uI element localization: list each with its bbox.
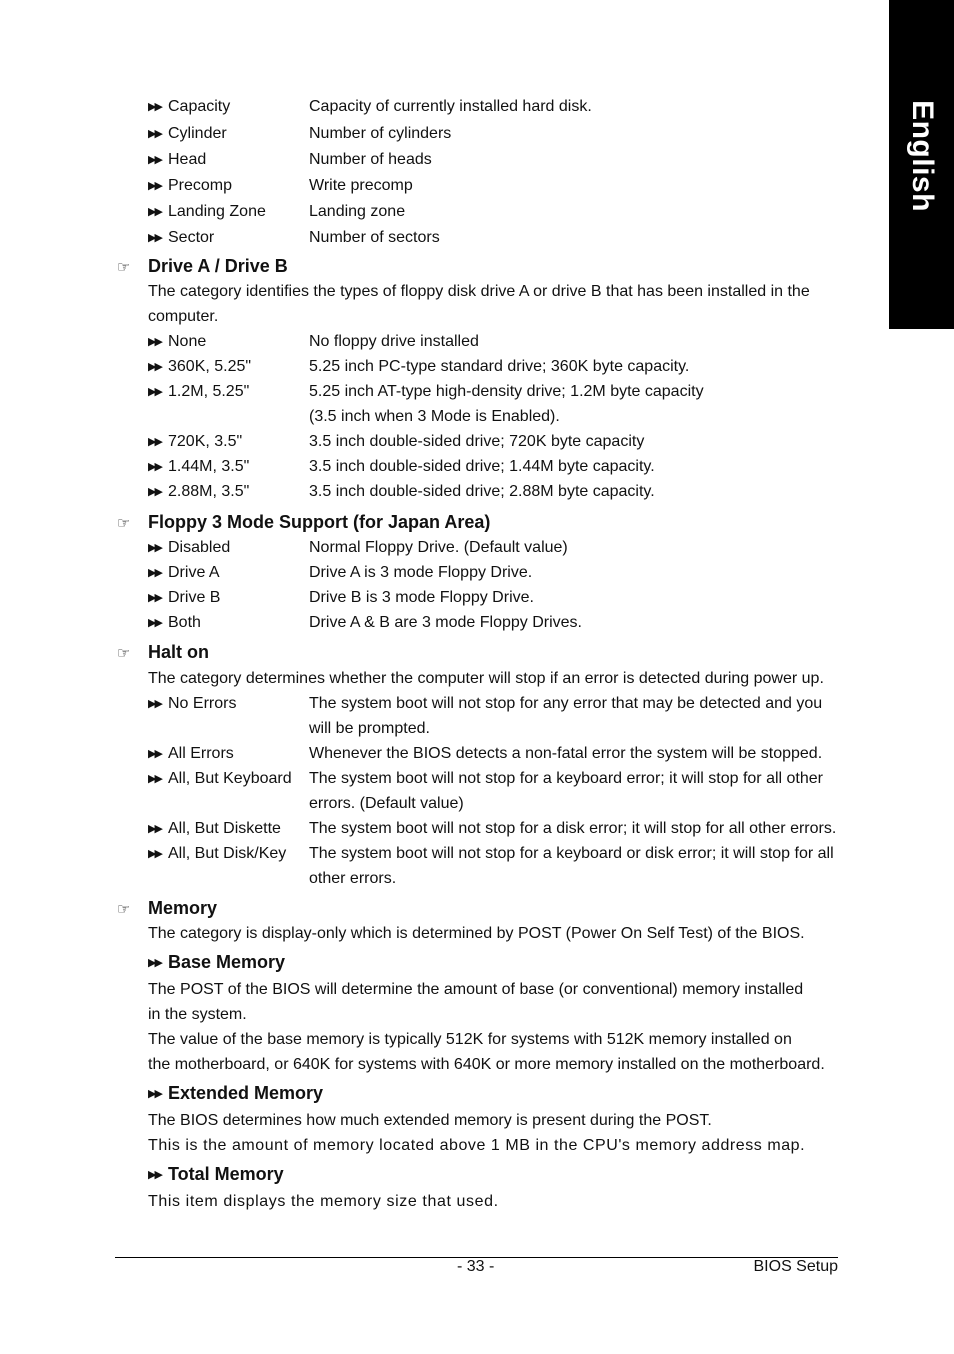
double-arrow-icon: ▶▶ xyxy=(148,361,161,373)
drive-option-1-44m xyxy=(148,457,655,477)
footer-section-title: BIOS Setup xyxy=(753,1258,838,1275)
item-desc: The system boot will not stop for a disk error; it will stop for all other errors. xyxy=(309,820,837,837)
para-line: This is the amount of memory located above 1 MB in the CPU's memory address map. xyxy=(148,1137,806,1154)
pointing-hand-icon: ☞ xyxy=(117,645,131,662)
item-label: Landing Zone xyxy=(168,203,266,220)
item-label: 1.44M, 3.5" xyxy=(168,458,250,475)
item-desc: No floppy drive installed xyxy=(309,333,479,350)
subheading-text: Total Memory xyxy=(168,1164,284,1184)
item-label: All, But Keyboard xyxy=(168,770,292,787)
para-line: in the system. xyxy=(148,1006,247,1023)
subheading-text: Base Memory xyxy=(168,952,286,972)
halt-option-all-but-disk-key xyxy=(148,844,834,864)
item-desc: Drive B is 3 mode Floppy Drive. xyxy=(309,589,534,606)
page-number: - 33 - xyxy=(457,1258,495,1275)
language-tab xyxy=(889,0,954,329)
item-desc: 3.5 inch double-sided drive; 720K byte capacity xyxy=(309,433,645,450)
drive-option-360k xyxy=(148,357,690,377)
double-arrow-icon: ▶▶ xyxy=(148,436,161,448)
subheading-extended-memory xyxy=(148,1082,323,1105)
para-line: the motherboard, or 640K for systems with 640K or more memory installed on the motherboard. xyxy=(148,1056,825,1073)
drive-option-720k xyxy=(148,432,645,452)
item-label: 360K, 5.25" xyxy=(168,358,252,375)
double-arrow-icon: ▶▶ xyxy=(148,206,161,218)
section-heading-halt xyxy=(117,641,209,665)
para-line: The value of the base memory is typically 512K for systems with 512K memory installed on xyxy=(148,1031,792,1048)
double-arrow-icon: ▶▶ xyxy=(148,486,161,498)
item-desc: Drive A & B are 3 mode Floppy Drives. xyxy=(309,614,582,631)
item-label: No Errors xyxy=(168,695,237,712)
item-desc-continued: other errors. xyxy=(309,870,397,887)
para-line: The BIOS determines how much extended memory is present during the POST. xyxy=(148,1112,712,1129)
item-desc: The system boot will not stop for a keyboard error; it will stop for all other xyxy=(309,770,823,787)
halt-option-all-but-diskette xyxy=(148,819,837,839)
item-desc: 5.25 inch AT-type high-density drive; 1.2M byte capacity xyxy=(309,383,704,400)
language-tab-label: English xyxy=(905,100,939,212)
pointing-hand-icon: ☞ xyxy=(117,259,131,276)
item-desc: Number of cylinders xyxy=(309,125,452,142)
item-label: Disabled xyxy=(168,539,231,556)
item-desc-continued: errors. (Default value) xyxy=(309,795,464,812)
floppy3-option-drive-a xyxy=(148,563,533,583)
section-heading-floppy3 xyxy=(117,511,490,535)
item-label: None xyxy=(168,333,207,350)
item-label: Head xyxy=(168,151,207,168)
pointing-hand-icon: ☞ xyxy=(117,901,131,918)
para-line: This item displays the memory size that used. xyxy=(148,1193,499,1210)
para-line: computer. xyxy=(148,308,219,325)
memory-description: The category is display-only which is determined by POST (Power On Self Test) of the BIOS. xyxy=(148,925,805,942)
item-label: Drive B xyxy=(168,589,221,606)
item-desc: Whenever the BIOS detects a non-fatal error the system will be stopped. xyxy=(309,745,823,762)
double-arrow-icon: ▶▶ xyxy=(148,232,161,244)
floppy3-option-drive-b xyxy=(148,588,534,608)
drive-option-1-2m xyxy=(148,382,704,402)
item-label: Sector xyxy=(168,229,215,246)
section-heading-memory xyxy=(117,897,217,921)
subheading-base-memory xyxy=(148,951,285,974)
double-arrow-icon: ▶▶ xyxy=(148,180,161,192)
double-arrow-icon: ▶▶ xyxy=(148,101,161,113)
heading-text: Floppy 3 Mode Support (for Japan Area) xyxy=(148,512,491,532)
halt-option-all-errors xyxy=(148,744,823,764)
halt-description: The category determines whether the computer will stop if an error is detected during power up. xyxy=(148,670,824,687)
item-label: Both xyxy=(168,614,201,631)
hdd-item-landing-zone xyxy=(148,202,406,222)
double-arrow-icon: ▶▶ xyxy=(148,773,161,785)
hdd-item-cylinder xyxy=(148,124,452,144)
hdd-item-head xyxy=(148,150,432,170)
double-arrow-icon: ▶▶ xyxy=(148,154,161,166)
pointing-hand-icon: ☞ xyxy=(117,515,131,532)
double-arrow-icon: ▶▶ xyxy=(148,957,161,969)
item-label: All Errors xyxy=(168,745,234,762)
item-desc: 3.5 inch double-sided drive; 2.88M byte capacity. xyxy=(309,483,655,500)
item-desc: Landing zone xyxy=(309,203,406,220)
item-label: 1.2M, 5.25" xyxy=(168,383,250,400)
heading-text: Drive A / Drive B xyxy=(148,256,288,276)
para-line: The category identifies the types of floppy disk drive A or drive B that has been installed in the xyxy=(148,283,810,300)
hdd-item-precomp xyxy=(148,176,413,196)
section-heading-drive xyxy=(117,255,288,279)
item-desc: The system boot will not stop for a keyboard or disk error; it will stop for all xyxy=(309,845,834,862)
subheading-text: Extended Memory xyxy=(168,1083,324,1103)
double-arrow-icon: ▶▶ xyxy=(148,128,161,140)
item-label: Precomp xyxy=(168,177,233,194)
item-label: 720K, 3.5" xyxy=(168,433,243,450)
subheading-total-memory xyxy=(148,1163,284,1186)
double-arrow-icon: ▶▶ xyxy=(148,592,161,604)
double-arrow-icon: ▶▶ xyxy=(148,567,161,579)
item-desc-continued: (3.5 inch when 3 Mode is Enabled). xyxy=(309,408,560,425)
heading-text: Halt on xyxy=(148,642,209,662)
double-arrow-icon: ▶▶ xyxy=(148,748,161,760)
drive-option-2-88m xyxy=(148,482,655,502)
floppy3-option-both xyxy=(148,613,582,633)
double-arrow-icon: ▶▶ xyxy=(148,542,161,554)
double-arrow-icon: ▶▶ xyxy=(148,1088,161,1100)
double-arrow-icon: ▶▶ xyxy=(148,336,161,348)
hdd-item-sector xyxy=(148,228,440,248)
item-desc: The system boot will not stop for any error that may be detected and you xyxy=(309,695,823,712)
double-arrow-icon: ▶▶ xyxy=(148,698,161,710)
item-desc: Normal Floppy Drive. (Default value) xyxy=(309,539,568,556)
drive-option-none xyxy=(148,332,479,352)
item-label: Drive A xyxy=(168,564,220,581)
item-desc: Number of heads xyxy=(309,151,432,168)
halt-option-no-errors xyxy=(148,694,823,714)
item-desc: 5.25 inch PC-type standard drive; 360K byte capacity. xyxy=(309,358,690,375)
item-label: 2.88M, 3.5" xyxy=(168,483,250,500)
item-label: Cylinder xyxy=(168,125,227,142)
item-desc-continued: will be prompted. xyxy=(309,720,430,737)
item-label: All, But Diskette xyxy=(168,820,281,837)
double-arrow-icon: ▶▶ xyxy=(148,848,161,860)
item-label: Capacity xyxy=(168,98,231,115)
double-arrow-icon: ▶▶ xyxy=(148,461,161,473)
para-line: The POST of the BIOS will determine the amount of base (or conventional) memory installed xyxy=(148,981,804,998)
double-arrow-icon: ▶▶ xyxy=(148,386,161,398)
item-label: All, But Disk/Key xyxy=(168,845,287,862)
item-desc: Write precomp xyxy=(309,177,413,194)
hdd-item-capacity xyxy=(148,97,592,117)
double-arrow-icon: ▶▶ xyxy=(148,617,161,629)
floppy3-option-disabled xyxy=(148,538,568,558)
item-desc: 3.5 inch double-sided drive; 1.44M byte capacity. xyxy=(309,458,655,475)
drive-description xyxy=(148,282,829,327)
heading-text: Memory xyxy=(148,898,218,918)
item-desc: Drive A is 3 mode Floppy Drive. xyxy=(309,564,533,581)
item-desc: Capacity of currently installed hard disk. xyxy=(309,98,592,115)
double-arrow-icon: ▶▶ xyxy=(148,823,161,835)
item-desc: Number of sectors xyxy=(309,229,440,246)
double-arrow-icon: ▶▶ xyxy=(148,1169,161,1181)
halt-option-all-but-keyboard xyxy=(148,769,823,789)
